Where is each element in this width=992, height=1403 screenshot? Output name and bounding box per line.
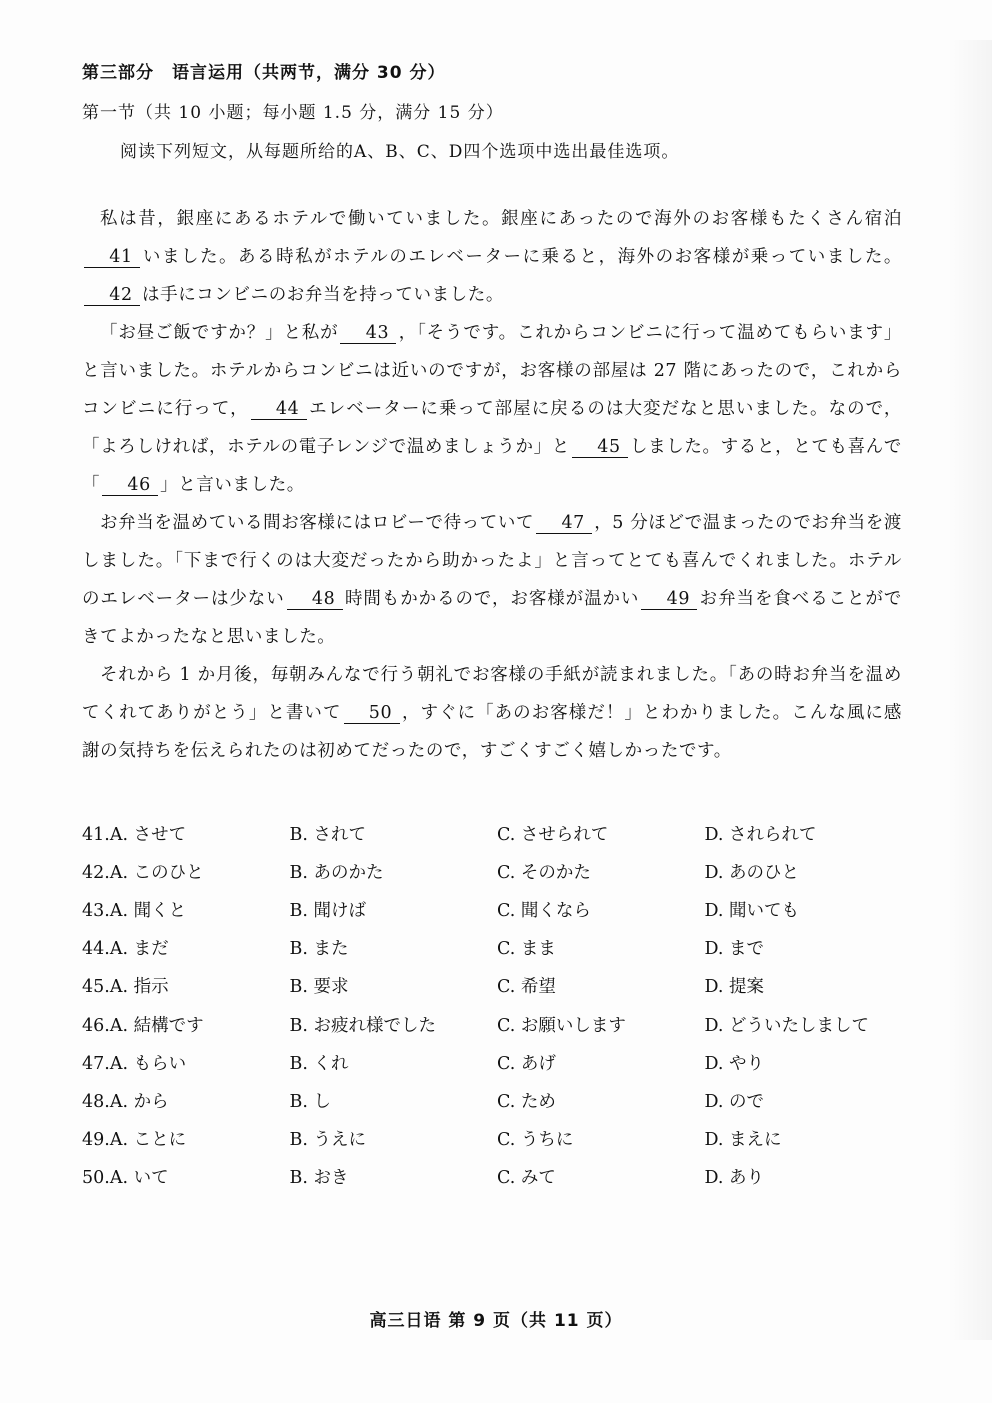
option-d: D. ので <box>704 1091 765 1112</box>
passage-text: お弁当を温めている間お客様にはロビーで待っていて <box>100 513 535 533</box>
option-a <box>82 859 290 884</box>
option-c: C. お願いします <box>497 1015 626 1036</box>
option-row <box>82 1043 912 1081</box>
option-row <box>82 1120 912 1158</box>
passage-text: ，5 分ほどで温まったのでお弁当を渡しました。「下まで行くのは大変だったから助かったよ」と言ってとても喜んでくれました。ホテルのエレベーターは少ない <box>82 513 902 609</box>
option-text: A. 指示 <box>109 977 169 998</box>
passage-text: エレベーターに乗って部屋に戻るのは大変だなと思いました。なので，「よろしければ，ホテルの電子レンジで温めましょうか」と <box>82 399 902 457</box>
option-a <box>82 1164 290 1189</box>
option-row <box>82 1158 912 1196</box>
passage-text: 」と言いました。 <box>160 475 305 495</box>
option-c: C. まま <box>497 939 556 960</box>
question-number: 46. <box>82 1015 110 1036</box>
option-b: B. し <box>289 1091 331 1112</box>
option-text: A. 聞くと <box>109 900 187 921</box>
passage-text: それから 1 か月後，毎朝みんなで行う朝礼でお客様の手紙が読まれました。「あの時お弁当を温めてくれてありがとう」と書いて <box>82 665 902 723</box>
option-d: D. まで <box>704 939 765 960</box>
option-text: A. させて <box>109 824 187 845</box>
passage-text: 時間もかかるので，お客様が温かい <box>344 589 640 609</box>
page-footer: 高三日语 第 9 页（共 11 页） <box>369 1311 623 1331</box>
option-b: B. うえに <box>289 1130 366 1151</box>
option-text: A. いて <box>109 1168 169 1189</box>
option-c: C. そのかた <box>497 862 591 883</box>
option-d: D. やり <box>704 1053 765 1074</box>
blank-46: 46 <box>102 475 158 496</box>
option-row <box>82 967 912 1005</box>
option-b: B. おき <box>289 1168 349 1189</box>
blank-49: 49 <box>641 589 697 610</box>
option-c: C. 聞くなら <box>497 900 591 921</box>
instruction-text: 阅读下列短文，从每题所给的A、B、C、D四个选项中选出最佳选项。 <box>120 142 680 162</box>
question-number: 44. <box>82 939 110 960</box>
blank-48: 48 <box>287 589 343 610</box>
question-number: 41. <box>82 824 110 845</box>
reading-passage <box>82 200 902 770</box>
option-d: D. まえに <box>704 1130 782 1151</box>
passage-text: 私は昔，銀座にあるホテルで働いていました。銀座にあったので海外のお客様もたくさん宿泊 <box>100 209 902 229</box>
passage-text: は手にコンビニのお弁当を持っていました。 <box>142 285 504 305</box>
option-a <box>82 1126 290 1151</box>
blank-42: 42 <box>84 285 140 306</box>
option-row <box>82 1081 912 1119</box>
option-a <box>82 1088 290 1113</box>
option-c: C. あげ <box>497 1053 556 1074</box>
option-a <box>82 1012 290 1037</box>
option-a <box>82 1050 290 1075</box>
option-row <box>82 929 912 967</box>
question-number: 47. <box>82 1053 110 1074</box>
question-number: 50. <box>82 1168 110 1189</box>
question-number: 43. <box>82 900 110 921</box>
option-b: B. お疲れ様でした <box>289 1015 436 1036</box>
option-text: A. もらい <box>109 1053 187 1074</box>
blank-41: 41 <box>84 247 140 268</box>
option-row <box>82 814 912 852</box>
passage-text: 「お昼ご飯ですか？」と私が <box>100 323 339 343</box>
question-number: 49. <box>82 1130 110 1151</box>
option-c: C. ため <box>497 1091 556 1112</box>
option-b: B. 聞けば <box>289 900 366 921</box>
option-c: C. みて <box>497 1168 556 1189</box>
option-b: B. されて <box>289 824 366 845</box>
option-c: C. 希望 <box>497 977 556 998</box>
blank-44: 44 <box>251 399 307 420</box>
passage-paragraph-2 <box>82 314 902 504</box>
question-number: 45. <box>82 977 110 998</box>
option-c: C. うちに <box>497 1130 574 1151</box>
passage-paragraph-3 <box>82 504 902 656</box>
option-a <box>82 935 290 960</box>
option-b: B. 要求 <box>289 977 349 998</box>
option-b: B. あのかた <box>289 862 384 883</box>
answer-options <box>82 814 912 1196</box>
option-d: D. あり <box>704 1168 765 1189</box>
option-text: A. このひと <box>109 862 204 883</box>
scan-edge-shadow <box>947 40 992 1340</box>
option-row <box>82 852 912 890</box>
passage-text: ，「そうです。これからコンビニに行って温めてもらいます」と言いました。ホテルからコンビニは近いのですが，お客様の部屋は 27 階にあったので，これからコンビニに行って， <box>82 323 902 419</box>
option-b: B. また <box>289 939 349 960</box>
option-a <box>82 897 290 922</box>
part-title: 第三部分 语言运用（共两节，满分 30 分） <box>82 63 446 83</box>
option-d: D. 提案 <box>704 977 765 998</box>
passage-text: しました。すると，とても喜んで「 <box>82 437 903 495</box>
blank-50: 50 <box>344 703 400 724</box>
option-a <box>82 973 290 998</box>
passage-text: いました。ある時私がホテルのエレベーターに乗ると，海外のお客様が乗っていました。 <box>142 247 902 267</box>
option-a <box>82 821 290 846</box>
passage-paragraph-1 <box>82 200 902 314</box>
blank-47: 47 <box>536 513 592 534</box>
option-b: B. くれ <box>289 1053 349 1074</box>
option-d: D. どういたしまして <box>704 1015 870 1036</box>
option-text: A. まだ <box>109 939 169 960</box>
passage-text: ，すぐに「あのお客様だ！」とわかりました。こんな風に感謝の気持ちを伝えられたのは初めてだったので，すごくすごく嬉しかったです。 <box>82 703 902 761</box>
option-text: A. から <box>109 1091 169 1112</box>
question-number: 48. <box>82 1091 110 1112</box>
option-row <box>82 1005 912 1043</box>
blank-43: 43 <box>340 323 396 344</box>
blank-45: 45 <box>572 437 628 458</box>
option-c: C. させられて <box>497 824 609 845</box>
option-text: A. 結構です <box>109 1015 204 1036</box>
option-d: D. 聞いても <box>704 900 800 921</box>
section-title: 第一节（共 10 小题；每小题 1.5 分，满分 15 分） <box>82 103 504 123</box>
question-number: 42. <box>82 862 110 883</box>
option-d: D. されられて <box>704 824 817 845</box>
option-row <box>82 890 912 928</box>
option-text: A. ことに <box>109 1130 187 1151</box>
option-d: D. あのひと <box>704 862 800 883</box>
passage-paragraph-4 <box>82 656 902 770</box>
passage-text: お弁当を食べることができてよかったなと思いました。 <box>82 589 902 647</box>
